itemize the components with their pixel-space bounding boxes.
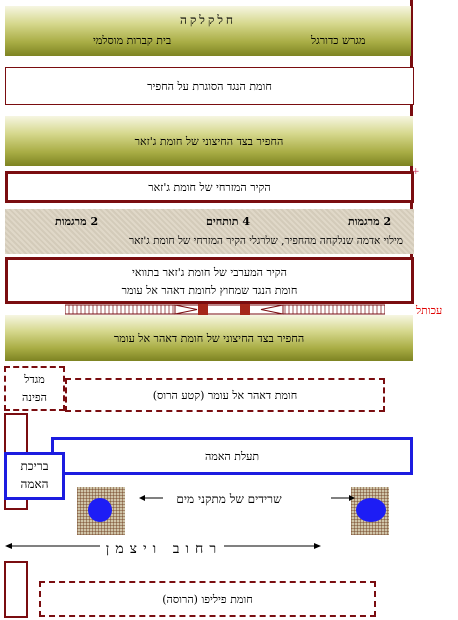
football-field-label: מגרש כדורגל	[311, 34, 366, 47]
outer-moat-daher	[5, 315, 413, 361]
bottom-left-column	[4, 561, 28, 618]
water-remains-label: שרידים של מתקני מים	[176, 492, 282, 506]
cemetery-label: בית קברות מוסלמי	[93, 34, 172, 47]
encircling-counter-wall	[5, 67, 414, 105]
earth-fill	[5, 209, 414, 254]
encircling-counter-wall-label: חומת הנגד הסוגרת על החפיר	[147, 79, 272, 93]
weizmann-street-label: רחוב ויצמן	[105, 541, 223, 557]
east-wall-jazar-label: הקיר המזרחי של חומת ג'זאר	[148, 180, 271, 194]
philipeau-wall-label: חומת פיליפו (הרוסה)	[162, 592, 253, 606]
cannons-label: 4 תותחים	[206, 215, 250, 228]
aqueduct-label: עכותל	[416, 304, 443, 317]
corner-tower-line2: הפינה	[22, 391, 47, 404]
earth-fill-caption: מילוי אדמה שנלקחה מהחפיר, שלרגלי הקיר המזרחי של חומת ג'זאר	[129, 235, 403, 247]
daher-wall-label: חומת דאהר אל עומר (קטע הרוס)	[152, 388, 298, 402]
corner-tower	[4, 366, 65, 411]
mother-channel-label: תעלת האמה	[204, 449, 260, 463]
mother-pool-line2: האמה	[20, 477, 49, 491]
east-wall-jazar	[5, 171, 414, 203]
west-wall-jazar-line2: חומת הנגד שמחוץ לחומת דאהר אל עומר	[121, 284, 298, 297]
west-wall-jazar	[5, 257, 414, 304]
mother-channel	[51, 437, 413, 475]
west-wall-jazar-line1: הקיר המערבי של חומת ג'זאר בתוואי	[132, 266, 287, 279]
east-wall-marker: +	[412, 167, 420, 177]
corner-tower-line1: מגדל	[24, 373, 45, 386]
top-band	[5, 6, 411, 56]
aqueduct-strip	[65, 304, 385, 315]
mortars-left-label: 2 מרגמות	[55, 215, 99, 228]
top-band-title: חלקלקה	[179, 13, 237, 27]
daher-wall	[65, 378, 385, 412]
aqueduct-graphic	[65, 304, 385, 315]
mother-pool-line1: בריכת	[20, 459, 49, 473]
outer-moat-jazar	[5, 116, 413, 166]
philipeau-wall	[39, 581, 376, 617]
outer-moat-daher-label: החפיר בצד החיצוני של חומת דאהר אל עומר	[113, 331, 305, 345]
outer-moat-jazar-label: החפיר בצד החיצוני של חומת ג'זאר	[134, 134, 284, 148]
mortars-right-label: 2 מרגמות	[348, 215, 392, 228]
